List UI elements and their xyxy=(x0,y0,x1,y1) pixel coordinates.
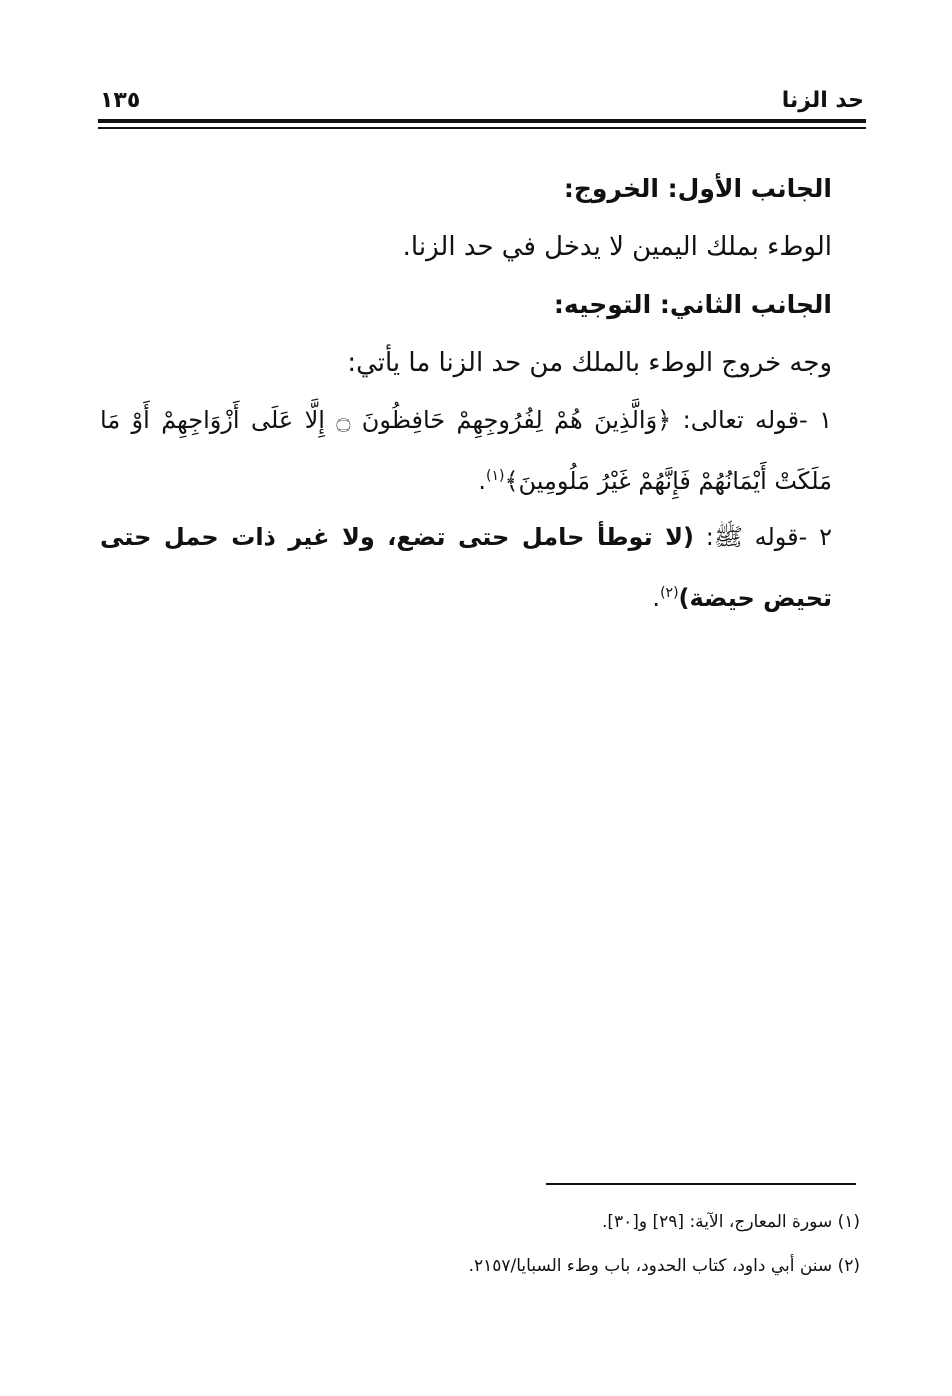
quran-verse: ﴿وَالَّذِينَ هُمْ لِفُرُوجِهِمْ حَافِظُونَ ۝ إِلَّا عَلَى أَزْوَاجِهِمْ أَوْ مَا مَلَكَتْ أَيْمَانُهُمْ فَإِنَّهُمْ غَيْرُ مَلُومِينَ﴾ xyxy=(100,406,832,495)
section-heading-justification: الجانب الثاني: التوجيه: xyxy=(553,290,832,319)
running-title: حد الزنا xyxy=(781,88,864,113)
paragraph-justification: وجه خروج الوطء بالملك من حد الزنا ما يأتي: xyxy=(347,348,832,378)
main-text xyxy=(100,160,832,626)
footnotes xyxy=(300,1200,860,1288)
footnote-2: (٢) سنن أبي داود، كتاب الحدود، باب وطء السبايا/٢١٥٧. xyxy=(468,1256,860,1276)
item-intro: ٢ -قوله ﷺ: xyxy=(693,523,832,551)
footnote-ref-1[interactable]: (١) xyxy=(485,468,505,484)
paragraph-exit: الوطء بملك اليمين لا يدخل في حد الزنا. xyxy=(402,232,832,262)
footnote-ref-2[interactable]: (٢) xyxy=(660,585,679,601)
header-rule-thin xyxy=(98,127,866,129)
footnote-separator xyxy=(546,1183,856,1185)
page-number: ١٣٥ xyxy=(100,88,141,113)
page-header xyxy=(98,84,866,124)
hadith-text: (لا توطأ حامل حتى تضع، ولا غير ذات حمل حتى تحيض حيضة) xyxy=(100,523,832,612)
item-intro: ١ -قوله تعالى: xyxy=(671,406,832,434)
evidence-item-quran xyxy=(100,392,832,509)
item-end: . xyxy=(478,467,486,495)
section-heading-exit: الجانب الأول: الخروج: xyxy=(563,174,832,203)
evidence-item-hadith xyxy=(100,509,832,626)
footnote-1: (١) سورة المعارج، الآية: [٢٩] و[٣٠]. xyxy=(601,1212,860,1232)
header-rule-thick xyxy=(98,119,866,123)
item-end: . xyxy=(652,584,661,612)
